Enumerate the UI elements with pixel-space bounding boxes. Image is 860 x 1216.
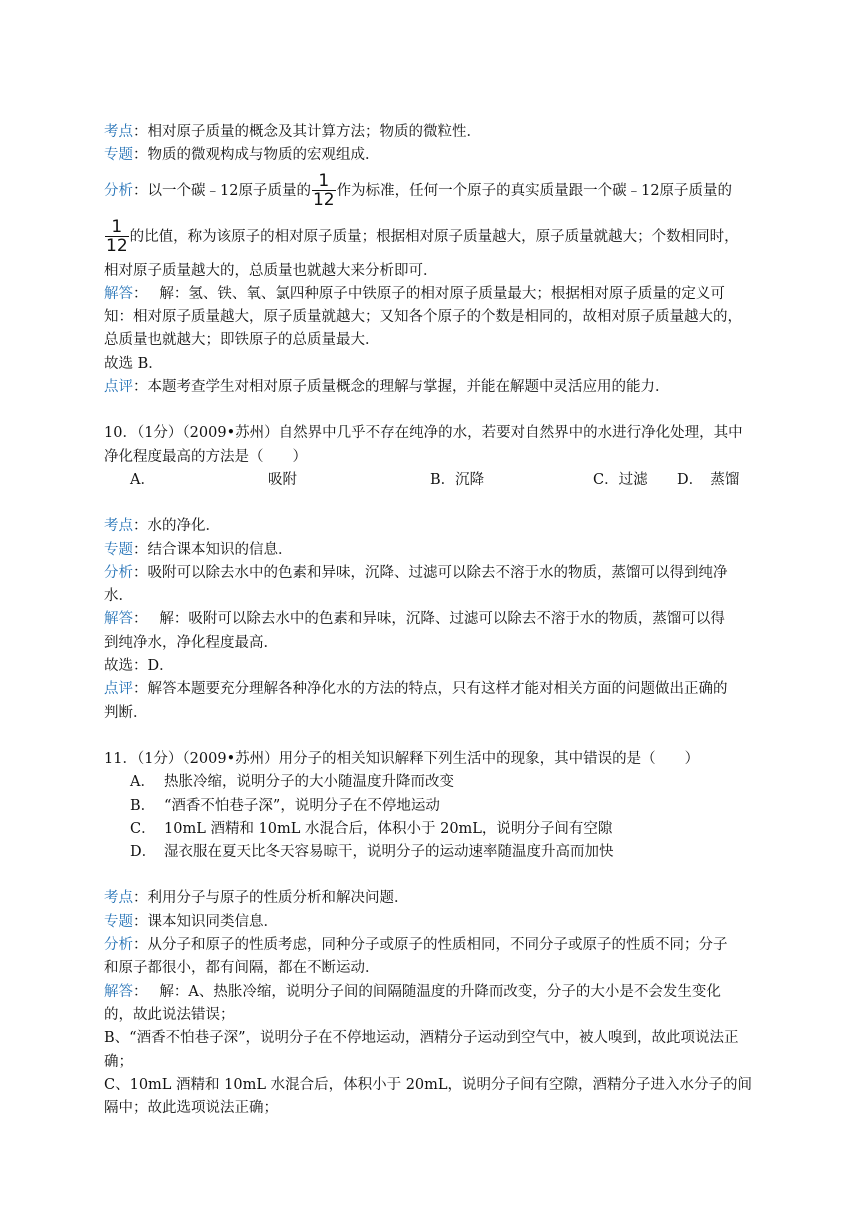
q11-c-line1: C、10mL 酒精和 10mL 水混合后，体积小于 20mL，说明分子间有空隙，酒精分子进入水分子的间 [104, 1076, 753, 1093]
zhuanti-label: 专题 [104, 541, 133, 558]
fenxi-label: 分析 [104, 937, 133, 954]
q9-jieda-line2: 知：相对原子质量越大，原子质量就越大；又知各个原子的个数是相同的，故相对原子质量越大的， [104, 309, 742, 326]
q10-jieda-line2: 到纯净水，净化程度最高． [104, 634, 278, 651]
fenxi-label: 分析 [104, 564, 133, 581]
kaodian-label: 考点 [104, 124, 133, 140]
q11-kaodian: 考点：利用分子与原子的性质分析和解决问题． [104, 890, 409, 907]
q10-choice: 故选：D． [104, 658, 174, 675]
q9-jieda-line3: 总质量也就越大；即铁原子的总质量最大． [104, 332, 380, 349]
q11-option-d: D． 湿衣服在夏天比冬天容易晾干，说明分子的运动速率随温度升高而加快 [130, 844, 614, 861]
q10-option-c: C．过滤 [593, 471, 648, 488]
jieda-label: 解答 [104, 611, 133, 628]
kaodian-label: 考点 [104, 890, 133, 907]
kaodian-label: 考点 [104, 518, 133, 535]
jieda-label: 解答 [104, 983, 133, 1000]
q9-fenxi-line2: $\frac{1}{12}$ 的比值，称为该原子的相对原子质量；根据相对原子质量越大，原子质量就越大；个数相同时， [106, 217, 739, 257]
q10-option-d: D． 蒸馏 [677, 471, 740, 488]
document-page [104, 121, 758, 1120]
q9-zhuanti: 专题：物质的微观构成与物质的宏观组成． [104, 147, 380, 164]
q10-zhuanti: 专题：结合课本知识的信息． [104, 541, 293, 558]
q10-option-a: 吸附 [268, 471, 297, 488]
q11-jieda-line2: 的，故此说法错误； [104, 1006, 235, 1023]
q9-fenxi-line1: 分析：以一个碳﹣12原子质量的 $\frac{1}{12}$ 作为标准，任何一个原子的真实质量跟一个碳﹣12原子质量的 [104, 171, 733, 211]
q9-jieda-line1: 解答： 解：氢、铁、氧、氯四种原子中铁原子的相对原子质量最大；根据相对原子质量的定义可 [104, 285, 725, 302]
q11-option-a: A． 热胀冷缩，说明分子的大小随温度升降而改变 [130, 774, 454, 791]
q11-b-line1: B、“酒香不怕巷子深”，说明分子在不停地运动，酒精分子运动到空气中，被人嗅到，故此项说法正 [104, 1030, 739, 1047]
q11-jieda-line1: 解答： 解：A、热胀冷缩，说明分子间的间隔随温度的升降而改变，分子的大小是不会发生变化 [104, 983, 721, 1000]
q11-b-line2: 确； [104, 1053, 133, 1070]
q11-fenxi-line2: 和原子都很小，都有间隔，都在不断运动． [104, 960, 380, 977]
jieda-label: 解答 [104, 285, 133, 302]
q11-fenxi-line1: 分析：从分子和原子的性质考虑，同种分子或原子的性质相同，不同分子或原子的性质不同；分子 [104, 937, 728, 954]
q10-jieda-line1: 解答： 解：吸附可以除去水中的色素和异味，沉降、过滤可以除去不溶于水的物质，蒸馏可以得 [104, 611, 725, 628]
q10-fenxi-line1: 分析：吸附可以除去水中的色素和异味，沉降、过滤可以除去不溶于水的物质，蒸馏可以得到纯净 [104, 564, 728, 581]
q11-option-c: C． 10mL 酒精和 10mL 水混合后，体积小于 20mL，说明分子间有空隙 [130, 820, 613, 837]
dianping-label: 点评 [104, 681, 133, 698]
q10-kaodian: 考点：水的净化． [104, 518, 220, 535]
q10-stem-line2: 净化程度最高的方法是（ ） [104, 448, 307, 465]
dianping-label: 点评 [104, 379, 133, 396]
q9-fenxi-line3: 相对原子质量越大的，总质量也就越大来分析即可． [104, 262, 438, 279]
q9-kaodian: 考点：相对原子质量的概念及其计算方法；物质的微粒性． [104, 124, 481, 140]
zhuanti-label: 专题 [104, 913, 133, 930]
fraction-one-twelfth: $\frac{1}{12}$ [106, 217, 128, 257]
q11-zhuanti: 专题：课本知识同类信息． [104, 913, 278, 930]
q11-c-line2: 隔中；故此选项说法正确； [104, 1100, 278, 1117]
fenxi-label: 分析 [104, 182, 133, 199]
q10-options [104, 469, 758, 492]
q9-choice: 故选 B． [104, 355, 163, 372]
q10-dianping-line1: 点评：解答本题要充分理解各种净化水的方法的特点，只有这样才能对相关方面的问题做出正确的 [104, 681, 728, 698]
q10-dianping-line2: 判断． [104, 704, 148, 721]
zhuanti-label: 专题 [104, 147, 133, 164]
q10-option-a-letter: A． [130, 471, 155, 488]
q10-stem-line1: 10．（1分）（2009•苏州）自然界中几乎不存在纯净的水，若要对自然界中的水进行净化处理，其中 [104, 425, 743, 442]
q11-stem: 11．（1分）（2009•苏州）用分子的相关知识解释下列生活中的现象，其中错误的是（ ） [104, 750, 700, 767]
fraction-one-twelfth: $\frac{1}{12}$ [312, 171, 335, 211]
q11-option-b: B． “酒香不怕巷子深”，说明分子在不停地运动 [130, 797, 440, 814]
q10-option-b: B．沉降 [430, 471, 485, 488]
q9-dianping: 点评：本题考查学生对相对原子质量概念的理解与掌握，并能在解题中灵活应用的能力． [104, 379, 670, 396]
q10-fenxi-line2: 水． [104, 588, 133, 605]
